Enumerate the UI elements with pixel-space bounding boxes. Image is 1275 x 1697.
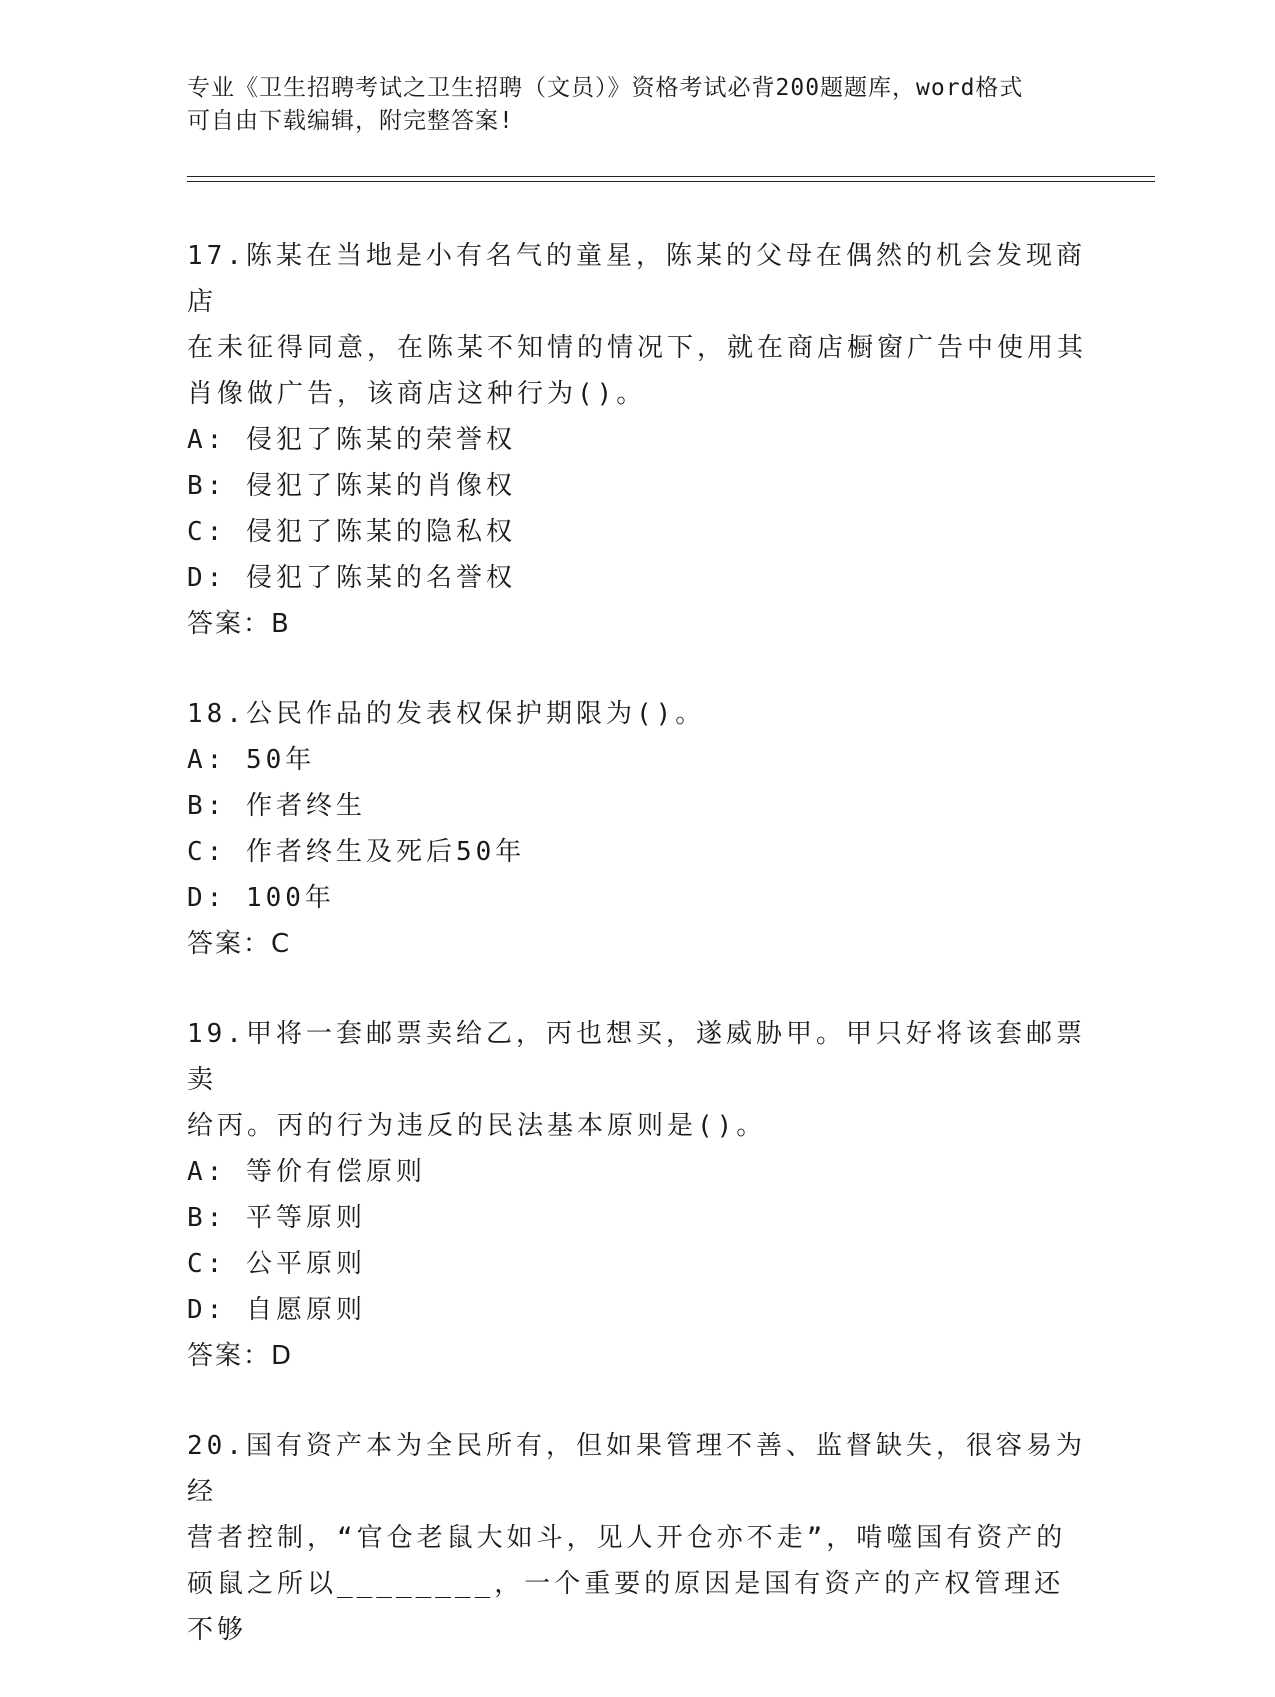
question-stem-line: 17.陈某在当地是小有名气的童星，陈某的父母在偶然的机会发现商店 — [187, 241, 1086, 317]
question-stem — [187, 1011, 1087, 1149]
option-b: B: 平等原则 — [187, 1203, 366, 1233]
question-stem — [187, 1423, 1087, 1653]
question-stem-line: 在未征得同意，在陈某不知情的情况下，就在商店橱窗广告中使用其 — [187, 333, 1088, 363]
option-c: C: 侵犯了陈某的隐私权 — [187, 517, 516, 547]
option-d: D: 100年 — [187, 883, 335, 913]
question-stem-line: 给丙。丙的行为违反的民法基本原则是()。 — [187, 1111, 767, 1141]
option-c: C: 作者终生及死后50年 — [187, 837, 526, 867]
question-19 — [187, 1011, 1087, 1379]
question-stem-line: 18.公民作品的发表权保护期限为()。 — [187, 699, 706, 729]
header-intro-line-2: 可自由下载编辑，附完整答案! — [187, 108, 514, 134]
question-stem-line: 20.国有资产本为全民所有，但如果管理不善、监督缺失，很容易为经 — [187, 1431, 1086, 1507]
document-header — [187, 72, 1067, 138]
option-c: C: 公平原则 — [187, 1249, 366, 1279]
header-intro-line-1: 专业《卫生招聘考试之卫生招聘（文员）》资格考试必背200题题库，word格式 — [187, 75, 1024, 101]
option-d: D: 侵犯了陈某的名誉权 — [187, 563, 516, 593]
question-stem — [187, 233, 1087, 417]
option-d: D: 自愿原则 — [187, 1295, 366, 1325]
option-a: A: 等价有偿原则 — [187, 1157, 426, 1187]
question-list — [187, 233, 1087, 1697]
answer-label: 答案：D — [187, 1341, 294, 1371]
question-stem-line: 19.甲将一套邮票卖给乙，丙也想买，遂威胁甲。甲只好将该套邮票卖 — [187, 1019, 1086, 1095]
question-20 — [187, 1423, 1087, 1653]
question-stem-line: 营者控制，“官仓老鼠大如斗，见人开仓亦不走”，啃噬国有资产的 — [187, 1523, 1067, 1553]
header-divider — [187, 176, 1155, 182]
question-18 — [187, 691, 1087, 967]
question-stem-line: 硕鼠之所以________，一个重要的原因是国有资产的产权管理还不够 — [187, 1569, 1065, 1645]
option-a: A: 50年 — [187, 745, 316, 775]
question-stem — [187, 691, 1087, 737]
question-17 — [187, 233, 1087, 647]
answer-label: 答案：C — [187, 929, 292, 959]
option-a: A: 侵犯了陈某的荣誉权 — [187, 425, 516, 455]
question-stem-line: 肖像做广告，该商店这种行为()。 — [187, 379, 647, 409]
option-b: B: 侵犯了陈某的肖像权 — [187, 471, 516, 501]
answer-label: 答案：B — [187, 609, 291, 639]
option-b: B: 作者终生 — [187, 791, 366, 821]
